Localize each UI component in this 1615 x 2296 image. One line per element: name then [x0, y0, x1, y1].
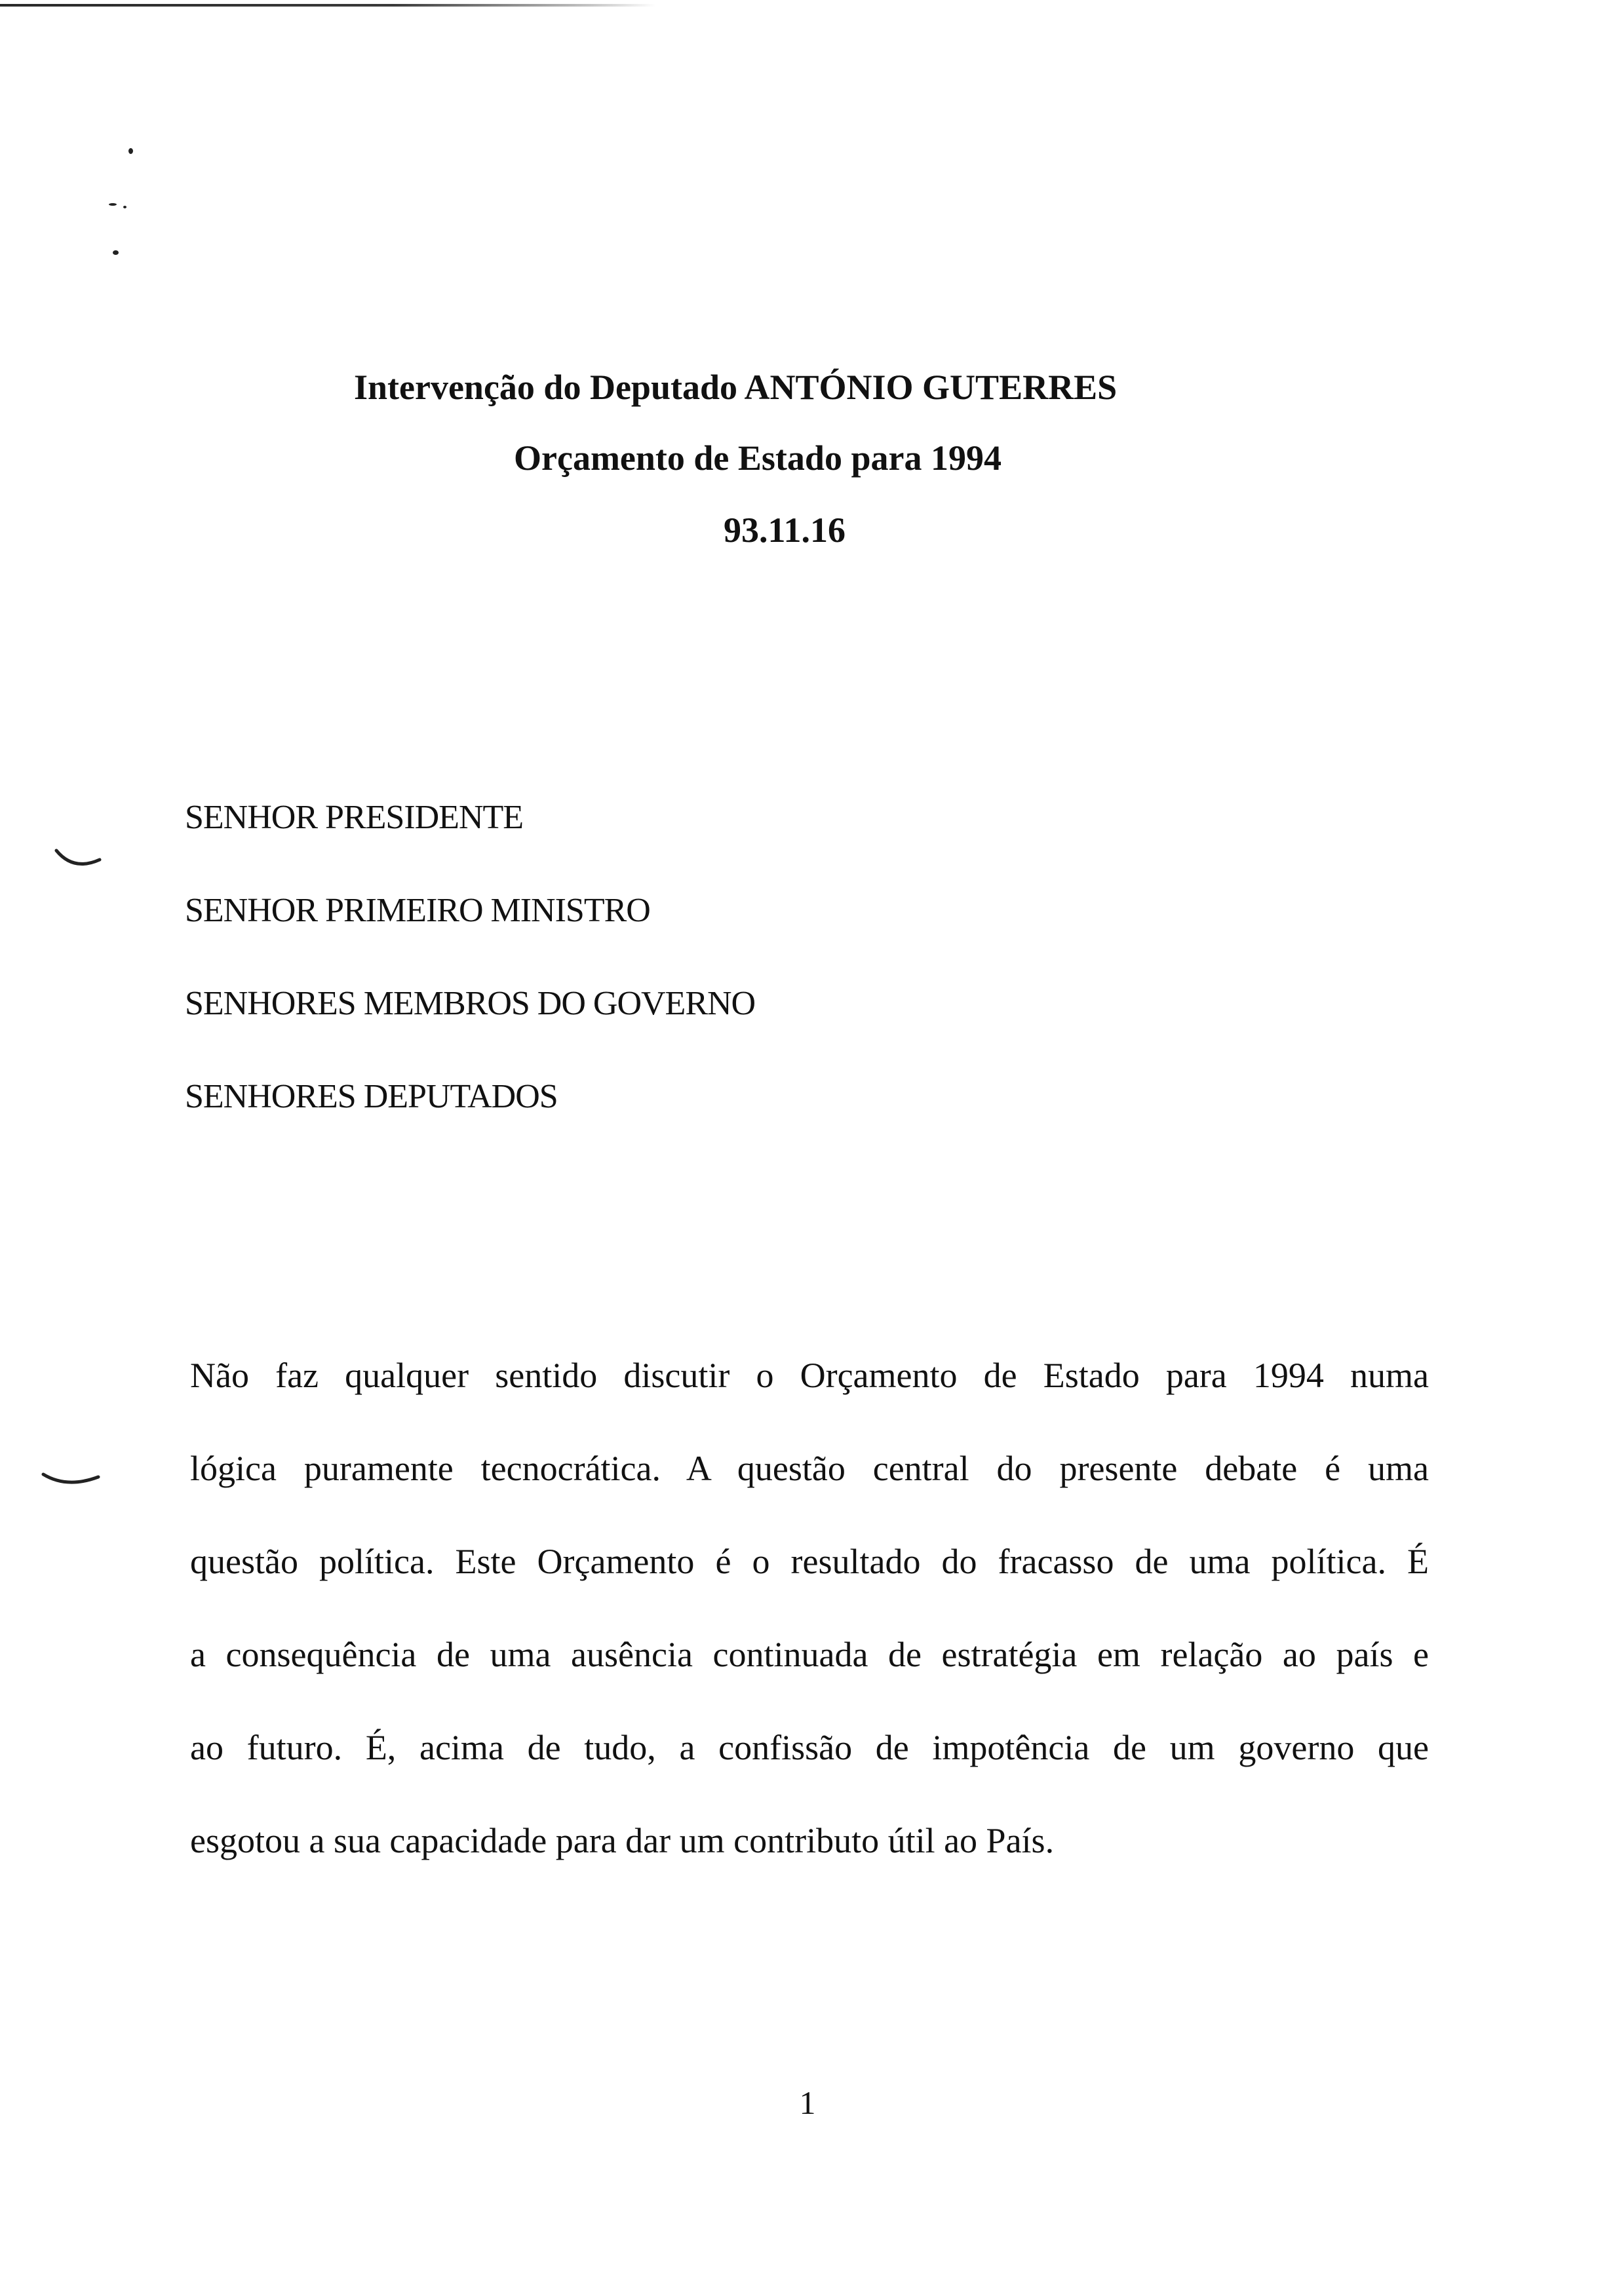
- margin-check-mark: [54, 845, 106, 878]
- salutation-line: SENHOR PRIMEIRO MINISTRO: [185, 892, 650, 929]
- document-title: Intervenção do Deputado ANTÓNIO GUTERRES: [354, 368, 1118, 407]
- scan-speck: [113, 250, 119, 255]
- paragraph-line: Não faz qualquer sentido discutir o Orçamento de Estado para 1994 numa: [190, 1356, 1429, 1395]
- document-date: 93.11.16: [724, 510, 846, 550]
- paragraph-line: lógica puramente tecnocrática. A questão central do presente debate é uma: [190, 1449, 1429, 1488]
- paragraph-line: ao futuro. É, acima de tudo, a confissão de impotência de um governo que: [190, 1728, 1429, 1767]
- paragraph-line: esgotou a sua capacidade para dar um contributo útil ao País.: [190, 1821, 1055, 1860]
- paragraph-line: questão política. Este Orçamento é o resultado do fracasso de uma política. É: [190, 1542, 1429, 1581]
- margin-check-mark: [41, 1468, 106, 1494]
- scan-border-line: [0, 4, 655, 7]
- document-subtitle: Orçamento de Estado para 1994: [514, 438, 1002, 478]
- scan-speck: [128, 148, 133, 154]
- salutation-line: SENHORES DEPUTADOS: [185, 1078, 558, 1115]
- salutation-line: SENHOR PRESIDENTE: [185, 799, 524, 836]
- page-number: 1: [799, 2084, 816, 2121]
- scan-speck: [123, 206, 126, 208]
- salutation-line: SENHORES MEMBROS DO GOVERNO: [185, 985, 756, 1022]
- paragraph-line: a consequência de uma ausência continuada de estratégia em relação ao país e: [190, 1635, 1429, 1674]
- scan-speck: [109, 203, 117, 206]
